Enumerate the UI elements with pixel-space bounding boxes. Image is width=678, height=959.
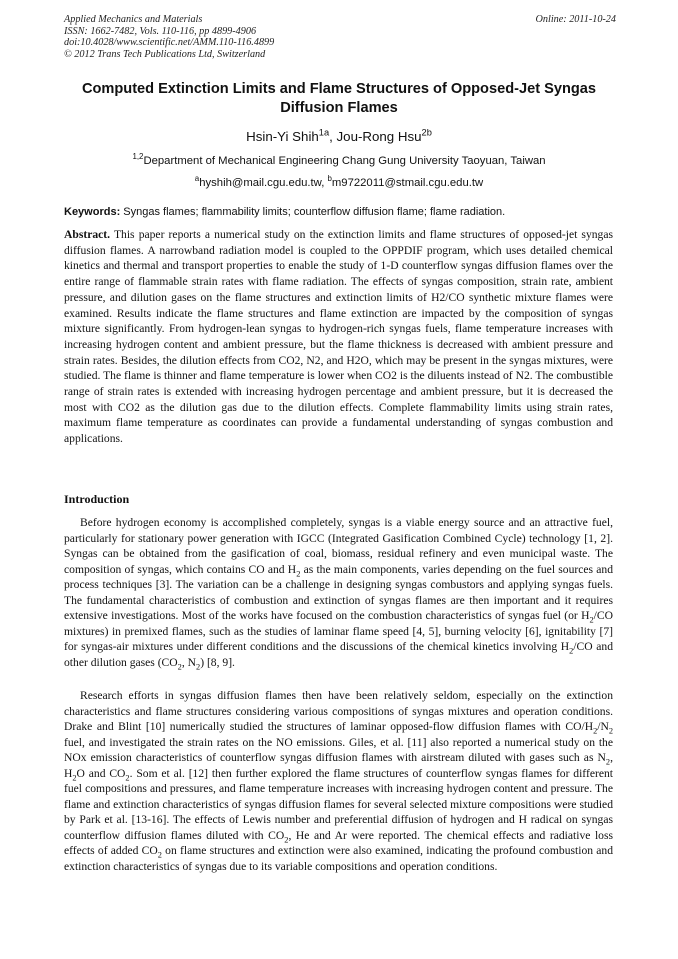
copyright-line: © 2012 Trans Tech Publications Ltd, Switzerland <box>64 48 266 60</box>
text-run: . Som et al. [12] then further explored the flame structures of counterflow syngas flames for different fuel compositions and pressures, and flame temperature increases with increasing hydrogen content and pressure. The flame and extinction characteristics of syngas diffusion flames for several selected mixture compositions were studied by Park et al. [13-16]. The effects of Lewis number and preferential diffusion of hydrogen and H radical on syngas counterflow diffusion flames diluted with CO <box>64 766 613 842</box>
subscript: 2 <box>72 773 77 783</box>
subscript: 2 <box>296 568 301 578</box>
email-mark: b <box>327 174 332 184</box>
text-run: on flame structures and extinction were also examined, indicating the profound combustion and extinction characteristics of syngas due to its variable compositions and operation conditions. <box>64 844 614 874</box>
intro-paragraph-2 <box>64 688 613 875</box>
email-mark: a <box>194 174 200 184</box>
subscript: 2 <box>589 615 594 625</box>
abstract-text: This paper reports a numerical study on the extinction limits and flame structures of opposed-jet syngas diffusion flames. A narrowband radiation model is coupled to the OPPDIF program, which uses detailed chemical kinetics and thermal and transport properties to enable the study of 1-D counterflow syngas diffusion flames over the entire range of flammable strain rates with flame radiation. The effects of syngas composition, strain rate, ambient pressure, and dilution gases on the flame structures and extinction limits of H2/CO synthetic mixture flames were examined. Results indicate the flame structures and flame extinction are impacted by the composition of syngas mixture significantly. From hydrogen-lean syngas to hydrogen-rich syngas fuels, flame temperature increases with increasing hydrogen content and ambient pressure, but the flame thickness is decreased with ambient pressure and strain rates. Besides, the dilution effects from CO2, N2, and H2O, which may be present in the syngas mixtures, were studied. The flame is thinner and flame temperature is lower when CO2 is the diluents instead of N2. The combustible range of strain rates is extended with increasing hydrogen percentage and ambient pressure, but it is decreased the most with CO2 as the dilution gas due to the dilution effects. Complete flammability limits using strain rates, maximum flame temperature as coordinates can provide a fundamental understanding of syngas combustion and applications. <box>64 228 613 446</box>
journal-name: Applied Mechanics and Materials <box>64 14 203 25</box>
subscript: 2 <box>177 662 182 672</box>
affiliation-text: Department of Mechanical Engineering Chang Gung University Taoyuan, Taiwan <box>143 155 546 167</box>
text-run: , He and Ar were reported. The chemical effects and radiative loss effects of added CO <box>64 828 614 858</box>
text-run: fuel, and investigated the strain rates on the NO emissions. Giles, et al. [11] also reported a numerical study on the NOx emission characteristics of counterflow syngas diffusion flames with airstream diluted with gases such as N <box>64 735 613 765</box>
section-heading-introduction: Introduction <box>64 492 130 506</box>
author-separator: , <box>329 129 337 144</box>
author-affil-mark: 2b <box>421 127 432 138</box>
affiliation-mark: 1,2 <box>132 152 144 162</box>
subscript: 2 <box>196 662 201 672</box>
text-run: /CO and other dilution gases (CO <box>64 640 613 669</box>
subscript: 2 <box>284 835 289 845</box>
text-run: /N <box>597 720 609 734</box>
author-name: Hsin-Yi Shih <box>246 129 319 144</box>
subscript: 2 <box>157 850 162 860</box>
issn-line: ISSN: 1662-7482, Vols. 110-116, pp 4899-4906 <box>64 25 257 37</box>
subscript: 2 <box>608 726 613 736</box>
text-run: O and CO <box>76 766 126 780</box>
author-affil-mark: 1a <box>318 127 330 138</box>
doi-line: doi:10.4028/www.scientific.net/AMM.110-116.4899 <box>64 37 275 49</box>
keywords <box>64 205 616 219</box>
text-run: /CO mixtures) in premixed flames, such as the studies of laminar flame speed [4, 5], burning velocity [6], ignitability [7] for syngas-air mixtures under different conditions and the discussions of the chemical kinetics involving H <box>64 609 613 654</box>
author-emails <box>64 176 614 190</box>
text-run: as the main components, varies depending on the fuel sources and process techniques [3]. The variation can be a challenge in designing syngas combustors and applying syngas fuels. The fundamental characteristics of combustion and extinction of syngas flames are then important and it requires extensive investigations. Most of the works have focused on the combustion characteristics of syngas fuel (or H <box>64 562 613 623</box>
subscript: 2 <box>125 773 130 783</box>
email-separator: , <box>321 177 328 189</box>
author-name: Jou-Rong Hsu <box>336 129 422 144</box>
keywords-text: Syngas flames; flammability limits; counterflow diffusion flame; flame radiation. <box>120 206 506 218</box>
affiliation <box>64 154 614 168</box>
subscript: 2 <box>569 646 574 656</box>
abstract <box>64 227 613 447</box>
author-list <box>64 129 614 145</box>
email-address[interactable]: m9722011@stmail.cgu.edu.tw <box>331 177 484 189</box>
journal-header <box>64 14 616 60</box>
subscript: 2 <box>605 757 611 767</box>
intro-paragraph-1 <box>64 515 613 670</box>
text-run: , H <box>64 751 613 780</box>
paper-title: Computed Extinction Limits and Flame Structures of Opposed-Jet Syngas Diffusion Flames <box>81 81 597 116</box>
text-run: ) [8, 9]. <box>200 655 235 669</box>
text-run: , N <box>181 655 197 669</box>
abstract-label: Abstract. <box>64 228 111 241</box>
online-date: Online: 2011-10-24 <box>535 14 616 25</box>
subscript: 2 <box>593 726 598 736</box>
keywords-label: Keywords: <box>64 206 121 218</box>
text-run: Before hydrogen economy is accomplished completely, syngas is a viable energy source and an attractive fuel, particularly for stationary power generation with IGCC (Integrated Gasification Combined Cycle) technology [1, 2]. Syngas can be obtained from the gasification of coal, biomass, residual refinery and even municipal waste. The composition of syngas, which contains CO and H <box>64 516 613 576</box>
email-address[interactable]: hyshih@mail.cgu.edu.tw <box>199 177 322 189</box>
text-run: Research efforts in syngas diffusion flames then have been relatively seldom, especially on the extinction characteristics and flame structures considering various compositions of syngas mixtures and operation conditions. Drake and Blint [10] numerically studied the structures of laminar opposed-flow diffusion flames with CO/H <box>64 689 613 734</box>
